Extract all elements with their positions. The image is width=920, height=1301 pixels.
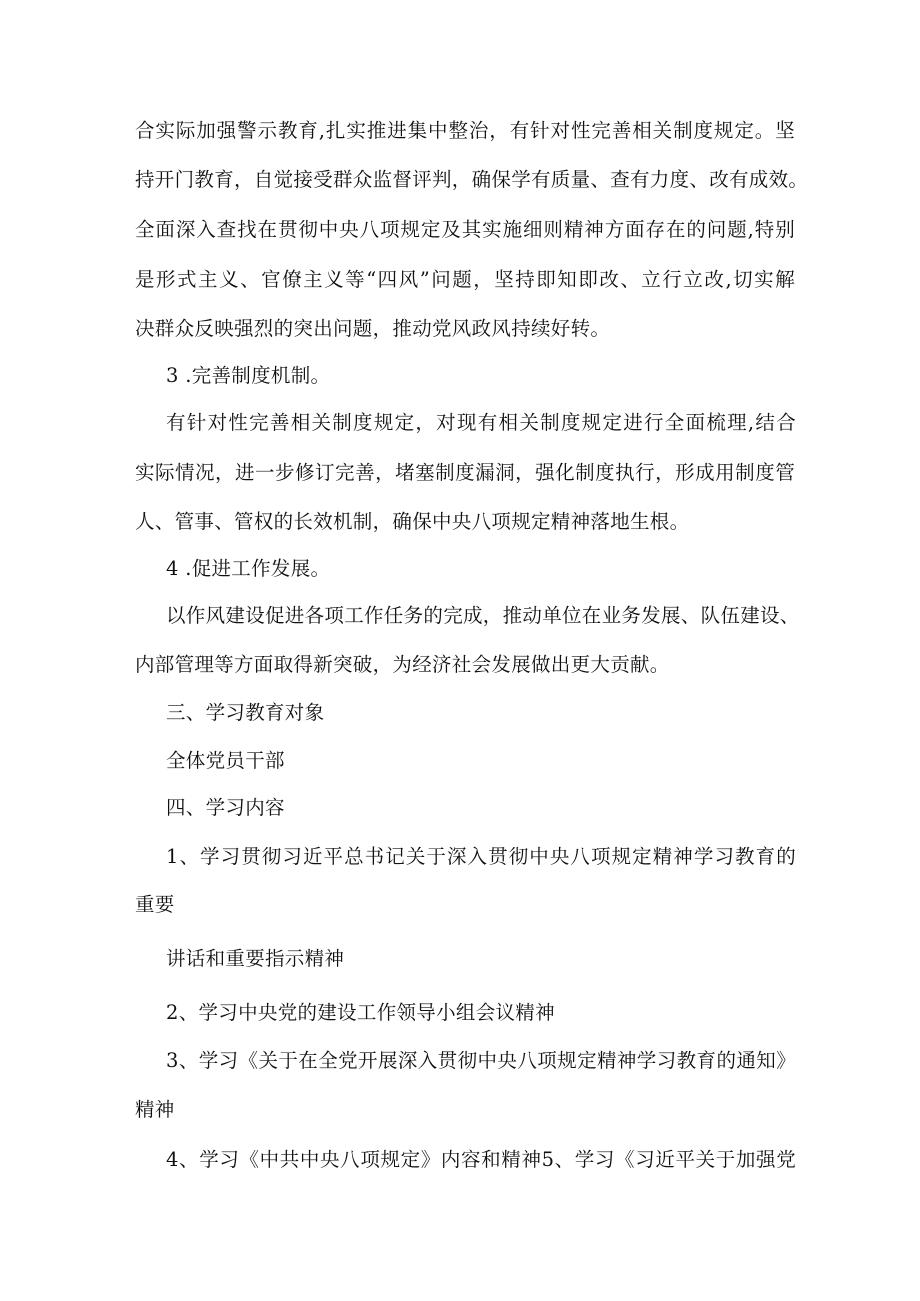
section-heading: 四、学习内容 — [166, 796, 285, 819]
paragraph-line: 重要 — [135, 893, 175, 916]
list-item: 1、学习贯彻习近平总书记关于深入贯彻中央八项规定精神学习教育的 — [166, 845, 796, 868]
list-item: 2、学习中央党的建设工作领导小组会议精神 — [166, 1001, 555, 1024]
paragraph-line: 有针对性完善相关制度规定，对现有相关制度规定进行全面梳理,结合 — [166, 411, 796, 434]
paragraph-line: 全面深入查找在贯彻中央八项规定及其实施细则精神方面存在的问题,特别 — [135, 218, 795, 241]
paragraph-line: 内部管理等方面取得新突破，为经济社会发展做出更大贡献。 — [135, 653, 670, 676]
paragraph-line: 人、管事、管权的长效机制，确保中央八项规定精神落地生根。 — [135, 510, 690, 533]
paragraph-line: 持开门教育，自觉接受群众监督评判，确保学有质量、查有力度、改有成效。 — [135, 168, 809, 191]
paragraph-line: 是形式主义、官僚主义等“四风”问题，坚持即知即改、立行立改,切实解 — [135, 268, 795, 291]
paragraph-line: 实际情况，进一步修订完善，堵塞制度漏洞，强化制度执行，形成用制度管 — [135, 461, 795, 484]
section-heading: 4 .促进工作发展。 — [166, 557, 331, 580]
paragraph-line: 讲话和重要指示精神 — [166, 947, 345, 970]
section-heading: 三、学习教育对象 — [166, 701, 325, 724]
paragraph-line: 合实际加强警示教育,扎实推进集中整治，有针对性完善相关制度规定。坚 — [135, 119, 795, 142]
paragraph-line: 精神 — [135, 1098, 175, 1121]
list-item: 4、学习《中共中央八项规定》内容和精神5、学习《习近平关于加强党 — [166, 1148, 796, 1171]
paragraph-line: 决群众反映强烈的突出问题，推动党风政风持续好转。 — [135, 317, 611, 340]
paragraph-line: 全体党员干部 — [166, 749, 285, 772]
paragraph-line: 以作风建设促进各项工作任务的完成，推动单位在业务发展、队伍建设、 — [166, 604, 800, 627]
list-item: 3、学习《关于在全党开展深入贯彻中央八项规定精神学习教育的通知》 — [166, 1049, 796, 1072]
section-heading: 3 .完善制度机制。 — [166, 364, 331, 387]
